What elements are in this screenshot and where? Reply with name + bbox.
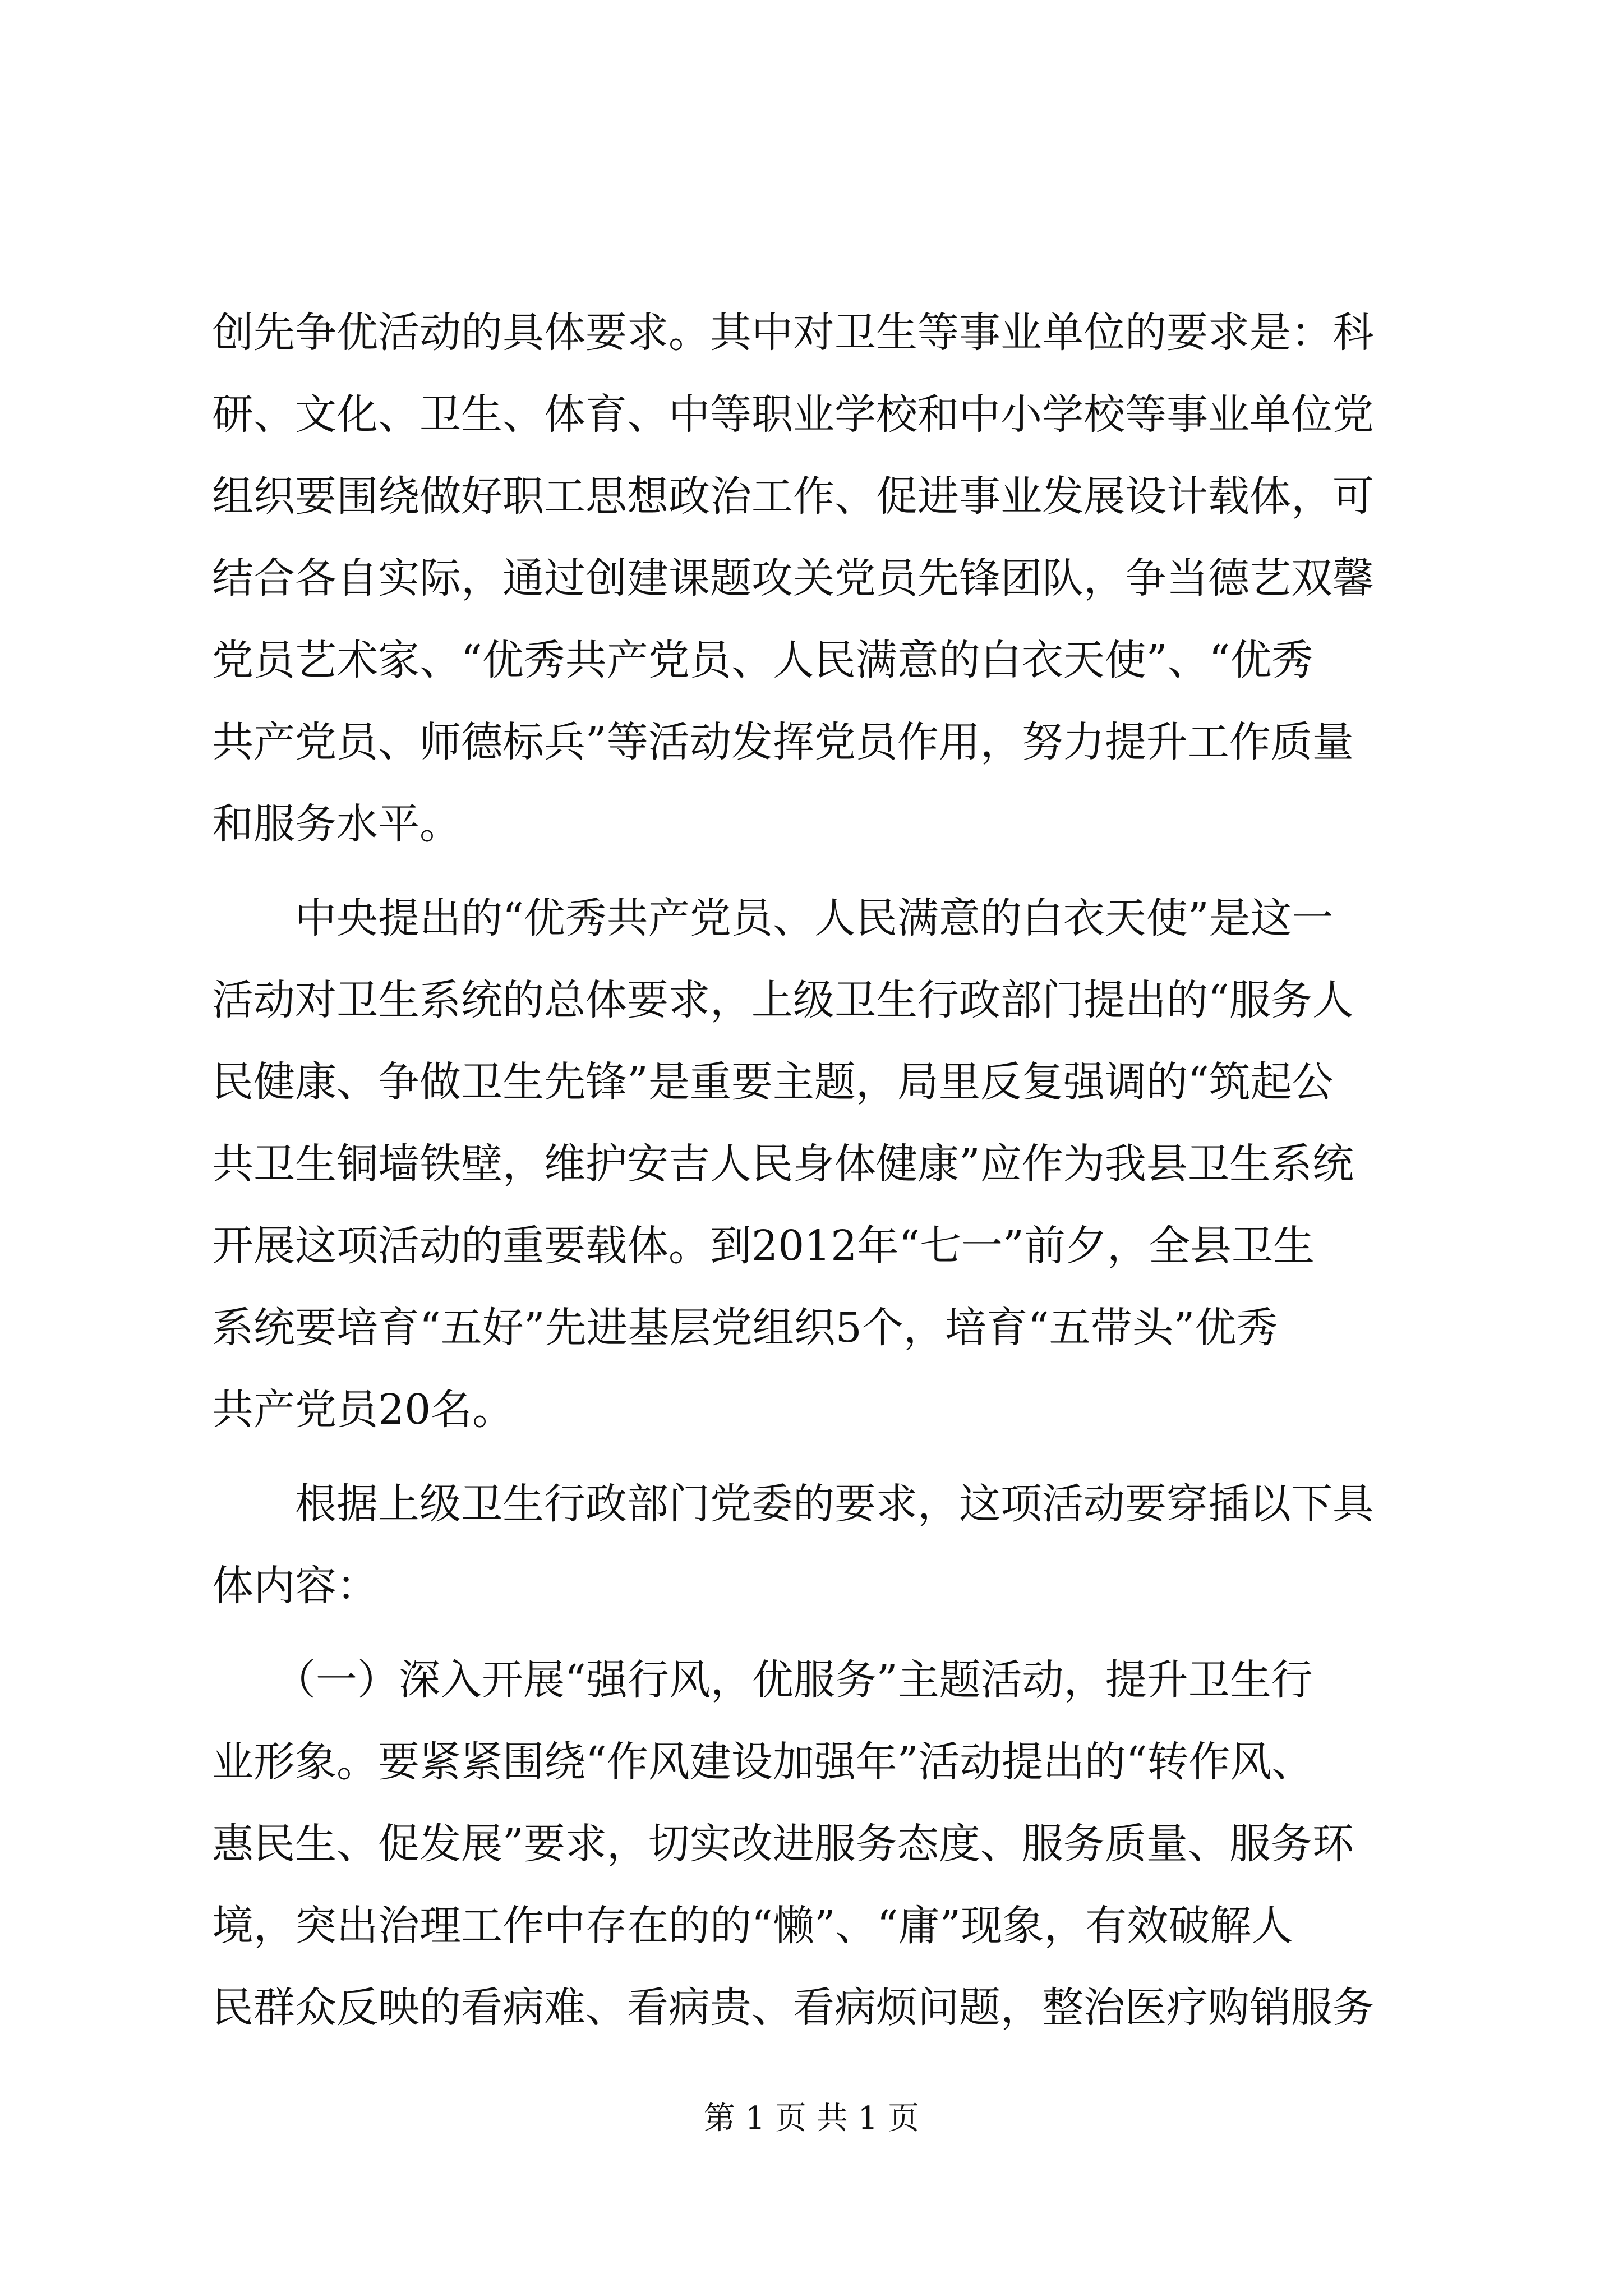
text-line: 共卫生铜墙铁壁，维护安吉人民身体健康”应作为我县卫生系统	[212, 1140, 1354, 1188]
text-line: 民群众反映的看病难、看病贵、看病烦问题，整治医疗购销服务	[212, 1984, 1374, 2032]
text-line: 系统要培育“五好”先进基层党组织5个，培育“五带头”优秀	[212, 1304, 1278, 1352]
page-footer: 第 1 页 共 1 页	[703, 2100, 920, 2137]
text-line: 业形象。要紧紧围绕“作风建设加强年”活动提出的“转作风、	[212, 1738, 1313, 1786]
text-line: 创先争优活动的具体要求。其中对卫生等事业单位的要求是：科	[212, 309, 1374, 357]
text-line: 共产党员20名。	[212, 1386, 514, 1434]
text-line: 共产党员、师德标兵”等活动发挥党员作用，努力提升工作质量	[212, 718, 1354, 766]
text-line: 惠民生、促发展”要求，切实改进服务态度、服务质量、服务环	[212, 1820, 1354, 1868]
text-line: 体内容：	[212, 1562, 378, 1610]
text-line: 中央提出的“优秀共产党员、人民满意的白衣天使”是这一	[212, 894, 1334, 942]
text-line: 党员艺术家、“优秀共产党员、人民满意的白衣天使”、“优秀	[212, 636, 1313, 684]
text-line: 开展这项活动的重要载体。到2012年“七一”前夕，全县卫生	[212, 1222, 1315, 1270]
text-line: （一）深入开展“强行风，优服务”主题活动，提升卫生行	[212, 1656, 1313, 1704]
text-line: 根据上级卫生行政部门党委的要求，这项活动要穿插以下具	[212, 1480, 1374, 1528]
text-line: 结合各自实际，通过创建课题攻关党员先锋团队，争当德艺双馨	[212, 554, 1374, 602]
text-line: 研、文化、卫生、体育、中等职业学校和中小学校等事业单位党	[212, 390, 1374, 439]
text-line: 民健康、争做卫生先锋”是重要主题，局里反复强调的“筑起公	[212, 1058, 1334, 1106]
text-line: 组织要围绕做好职工思想政治工作、促进事业发展设计载体，可	[212, 472, 1374, 521]
document-body	[212, 292, 1421, 2049]
text-line: 境，突出治理工作中存在的的“懒”、“庸”现象，有效破解人	[212, 1902, 1293, 1950]
text-line: 活动对卫生系统的总体要求，上级卫生行政部门提出的“服务人	[212, 976, 1354, 1024]
text-line: 和服务水平。	[212, 800, 461, 848]
